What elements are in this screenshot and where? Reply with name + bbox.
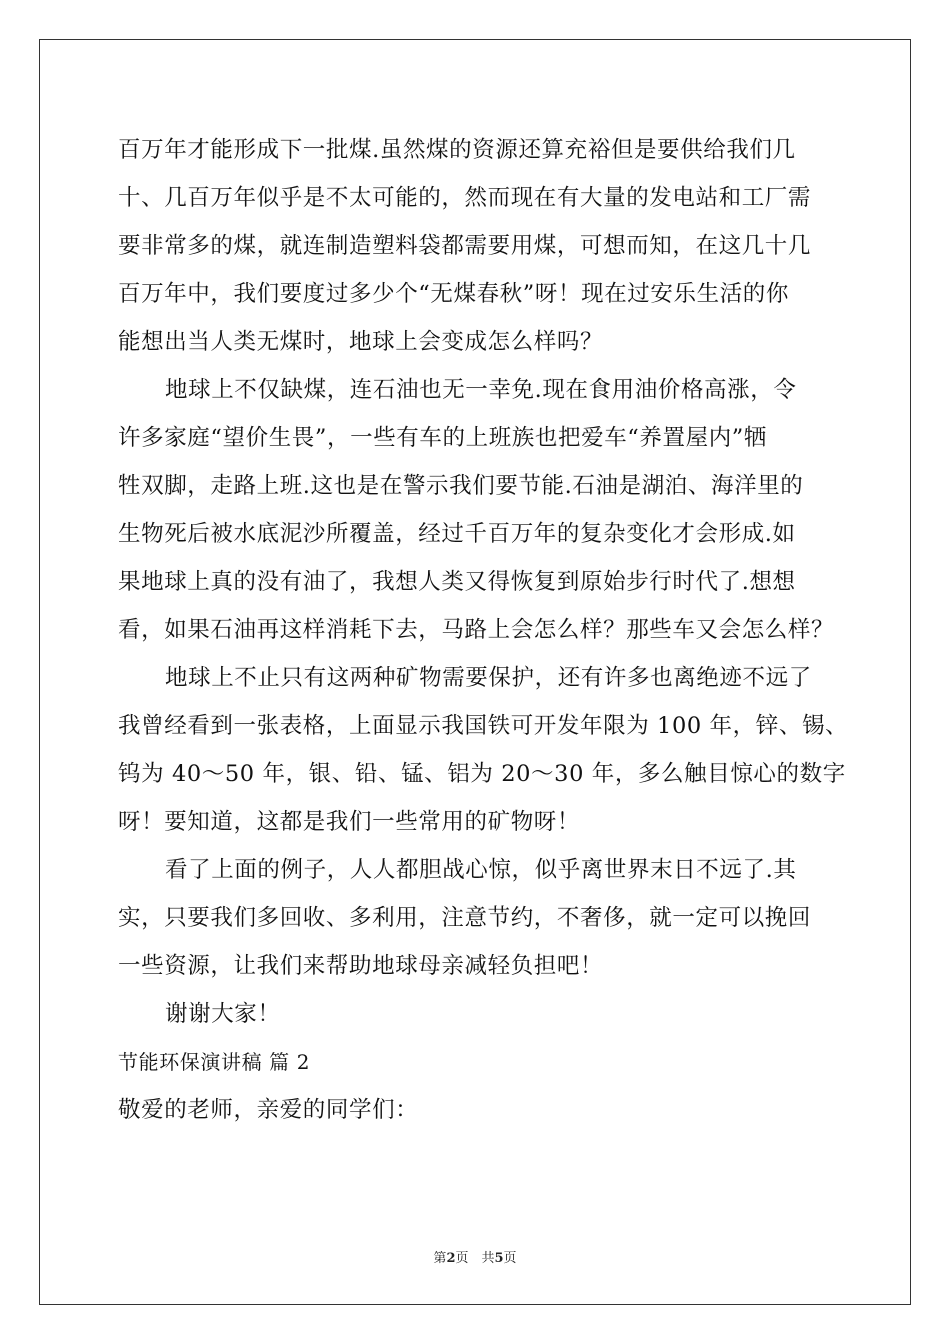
- paragraph-start: 看了上面的例子，人人都胆战心惊，似乎离世界末日不远了.其: [165, 857, 797, 883]
- text-line: 百万年中，我们要度过多少个“无煤春秋”呀！现在过安乐生活的你: [118, 281, 790, 307]
- footer-suffix: 页: [503, 1251, 517, 1266]
- text-line: 果地球上真的没有油了，我想人类又得恢复到原始步行时代了.想想: [118, 569, 796, 595]
- text-line: 呀！要知道，这都是我们一些常用的矿物呀！: [118, 809, 581, 835]
- footer-mid: 页 共: [455, 1251, 495, 1266]
- total-page-number: 5: [494, 1251, 504, 1266]
- text-line: 牲双脚，走路上班.这也是在警示我们要节能.石油是湖泊、海洋里的: [118, 473, 804, 499]
- closing-line: 谢谢大家！: [165, 1001, 281, 1027]
- text-line: 十、几百万年似乎是不太可能的，然而现在有大量的发电站和工厂需: [118, 185, 812, 211]
- current-page-number: 2: [446, 1251, 456, 1266]
- text-line: 我曾经看到一张表格，上面显示我国铁可开发年限为 100 年，锌、锡、: [118, 713, 849, 739]
- text-line: 生物死后被水底泥沙所覆盖，经过千百万年的复杂变化才会形成.如: [118, 521, 796, 547]
- text-line: 百万年才能形成下一批煤.虽然煤的资源还算充裕但是要供给我们几: [118, 137, 796, 163]
- text-line: 能想出当人类无煤时，地球上会变成怎么样吗？: [118, 329, 604, 355]
- text-line: 钨为 40～50 年，银、铅、锰、铝为 20～30 年，多么触目惊心的数字: [118, 761, 846, 787]
- page-footer: [0, 1247, 950, 1266]
- salutation: 敬爱的老师，亲爱的同学们：: [118, 1097, 419, 1123]
- section-heading: 节能环保演讲稿 篇 2: [118, 1050, 311, 1074]
- paragraph-start: 地球上不仅缺煤，连石油也无一幸免.现在食用油价格高涨，令: [165, 377, 797, 403]
- text-line: 要非常多的煤，就连制造塑料袋都需要用煤，可想而知，在这几十几: [118, 233, 812, 259]
- text-line: 许多家庭“望价生畏”，一些有车的上班族也把爱车“养置屋内”牺: [118, 425, 768, 451]
- text-line: 实，只要我们多回收、多利用，注意节约，不奢侈，就一定可以挽回: [118, 905, 812, 931]
- paragraph-start: 地球上不止只有这两种矿物需要保护，还有许多也离绝迹不远了: [165, 665, 812, 691]
- text-line: 看，如果石油再这样消耗下去，马路上会怎么样？那些车又会怎么样？: [118, 617, 835, 643]
- footer-prefix: 第: [433, 1251, 447, 1266]
- text-line: 一些资源，让我们来帮助地球母亲减轻负担吧！: [118, 953, 604, 979]
